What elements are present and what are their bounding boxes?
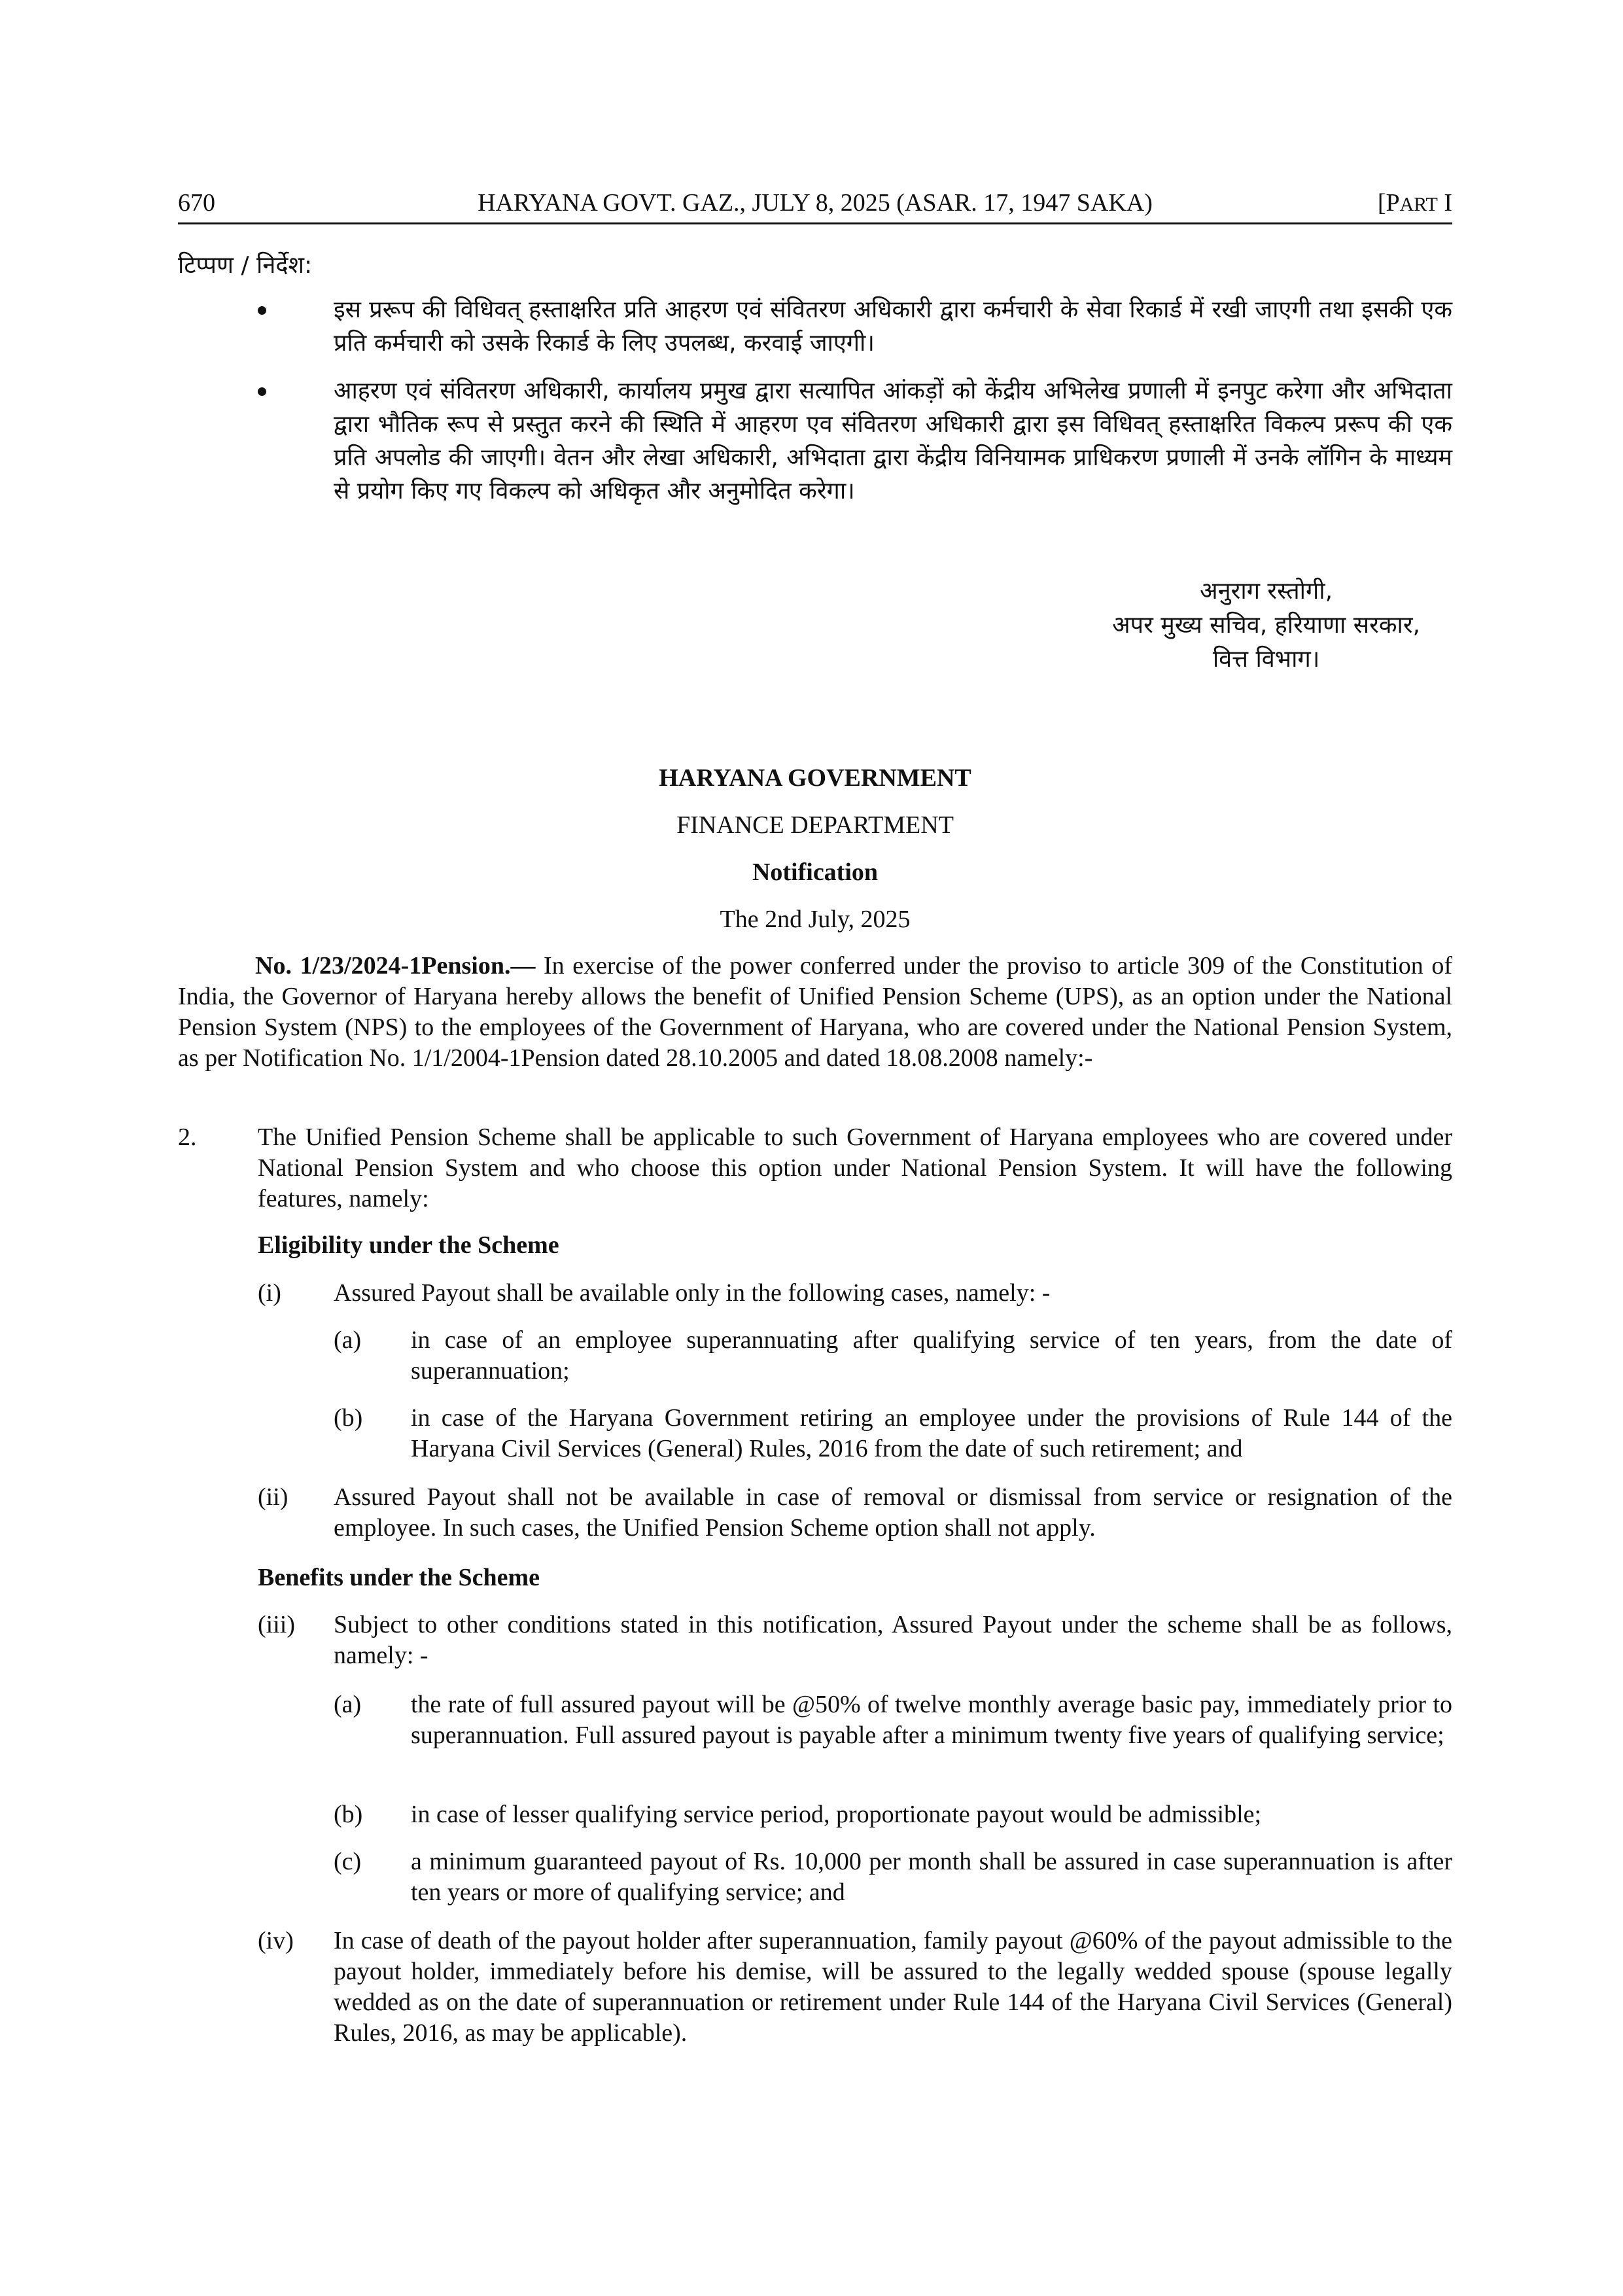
clause-label: (ii)	[258, 1483, 288, 1511]
subclause-label: (c)	[334, 1848, 362, 1875]
paragraph-2	[178, 1122, 1452, 1214]
preamble-text: In exercise of the power conferred under the proviso to article 309 of the Constitution of India, the Governor of Haryana hereby allows the benefit of Unified Pension Scheme (UPS), as an option under the National Pension System (NPS) to the employees of the Government of Haryana, who are covered under the National Pension System, as per Notification No. 1/1/2004-1Pension dated 28.10.2005 and dated 18.08.2008 namely:-	[178, 952, 1452, 1072]
hindi-bullet-text: आहरण एवं संवितरण अधिकारी, कार्यालय प्रमुख द्वारा सत्यापित आंकड़ों को केंद्रीय अभिलेख प्रणाली में इनपुट करेगा और अभिदाता द्वारा भौतिक रूप से प्रस्तुत करने की स्थिति में आहरण एव संवितरण अधिकारी द्वारा इस विधिवत् हस्ताक्षरित विकल्प प्ररूप की एक प्रति अपलोड की जाएगी। वेतन और लेखा अधिकारी, अभिदाता द्वारा केंद्रीय विनियामक प्राधिकरण प्रणाली में उनके लॉगिन के माध्यम से प्रयोग किए गए विकल्प को अधिकृत और अनुमोदित करेगा।	[334, 378, 1452, 504]
clause-iii	[258, 1610, 1452, 1671]
preamble-paragraph	[178, 951, 1452, 1074]
clause-i-b	[334, 1403, 1452, 1464]
page-number: 670	[178, 189, 215, 217]
subclause-label: (a)	[334, 1691, 362, 1718]
clause-iii-c	[334, 1846, 1452, 1908]
notification-date: The 2nd July, 2025	[720, 906, 911, 933]
bullet-icon	[258, 306, 266, 315]
notification-number: No. 1/23/2024-1Pension.—	[255, 952, 536, 980]
part-label	[1378, 185, 1452, 223]
hindi-bullet-item	[247, 374, 1452, 508]
hindi-note-title: टिप्पण / निर्देश:	[178, 252, 313, 279]
signature-block	[1112, 574, 1420, 677]
subclause-label: (a)	[334, 1326, 362, 1354]
clause-iii-b	[334, 1799, 1452, 1830]
subclause-text: in case of lesser qualifying service period, proportionate payout would be admissible;	[411, 1801, 1262, 1828]
clause-iii-a	[334, 1689, 1452, 1751]
clause-text: Assured Payout shall be available only in the following cases, namely: -	[334, 1279, 1051, 1307]
hindi-note-bullets	[247, 293, 1452, 522]
clause-text: Subject to other conditions stated in this notification, Assured Payout under the scheme shall be as follows, namely: -	[334, 1611, 1452, 1669]
benefits-heading: Benefits under the Scheme	[258, 1564, 540, 1591]
part-prefix: [P	[1377, 189, 1400, 217]
department-heading: FINANCE DEPARTMENT	[676, 811, 954, 839]
hindi-bullet-item	[247, 293, 1452, 360]
eligibility-heading: Eligibility under the Scheme	[258, 1231, 559, 1259]
subclause-text: in case of an employee superannuating after qualifying service of ten years, from the date of superannuation;	[411, 1326, 1452, 1385]
paragraph-text: The Unified Pension Scheme shall be applicable to such Government of Haryana employees who are covered under National Pension System and who choose this option under National Pension System. It will have the following features, namely:	[258, 1123, 1452, 1212]
subclause-label: (b)	[334, 1404, 363, 1432]
clause-ii	[258, 1482, 1452, 1544]
government-heading: HARYANA GOVERNMENT	[659, 764, 971, 792]
signatory-department: वित्त विभाग।	[1212, 646, 1320, 673]
hindi-bullet-text: इस प्ररूप की विधिवत् हस्ताक्षरित प्रति आहरण एवं संवितरण अधिकारी द्वारा कर्मचारी के सेवा रिकार्ड में रखी जाएगी तथा इसकी एक प्रति कर्मचारी को उसके रिकार्ड के लिए उपलब्ध, करवाई जाएगी।	[334, 296, 1452, 357]
subclause-text: a minimum guaranteed payout of Rs. 10,000 per month shall be assured in case superannuation is after ten years or more of qualifying service; and	[411, 1848, 1452, 1906]
clause-iv	[258, 1926, 1452, 2049]
clause-label: (iv)	[258, 1927, 294, 1954]
gazette-title: HARYANA GOVT. GAZ., JULY 8, 2025 (ASAR. 17, 1947 SAKA)	[478, 189, 1153, 217]
subclause-text: in case of the Haryana Government retiring an employee under the provisions of Rule 144 of the Haryana Civil Services (General) Rules, 2016 from the date of such retirement; and	[411, 1404, 1452, 1462]
signatory-name: अनुराग रस्तोगी,	[1200, 578, 1333, 605]
part-suffix: I	[1437, 189, 1452, 217]
clause-label: (iii)	[258, 1611, 295, 1638]
clause-text: In case of death of the payout holder after superannuation, family payout @60% of the payout admissible to the payout holder, immediately before his demise, will be assured to the legally wedded spouse (spouse legally wedded as on the date of superannuation or retirement under Rule 144 of the Haryana Civil Services (General) Rules, 2016, as may be applicable).	[334, 1927, 1452, 2047]
signatory-designation: अपर मुख्य सचिव, हरियाणा सरकार,	[1112, 612, 1420, 639]
part-smallcaps: ART	[1399, 194, 1438, 215]
clause-label: (i)	[258, 1279, 281, 1307]
page-header	[178, 185, 1452, 224]
subclause-text: the rate of full assured payout will be @50% of twelve monthly average basic pay, immediately prior to superannuation. Full assured payout is payable after a minimum twenty five years of qualifying service;	[411, 1691, 1452, 1749]
bullet-icon	[258, 387, 266, 396]
clause-i-a	[334, 1325, 1452, 1386]
notification-heading: Notification	[752, 858, 879, 886]
subclause-label: (b)	[334, 1801, 363, 1828]
paragraph-number: 2.	[178, 1123, 197, 1151]
clause-text: Assured Payout shall not be available in case of removal or dismissal from service or resignation of the employee. In such cases, the Unified Pension Scheme option shall not apply.	[334, 1483, 1452, 1542]
clause-i	[258, 1278, 1452, 1309]
